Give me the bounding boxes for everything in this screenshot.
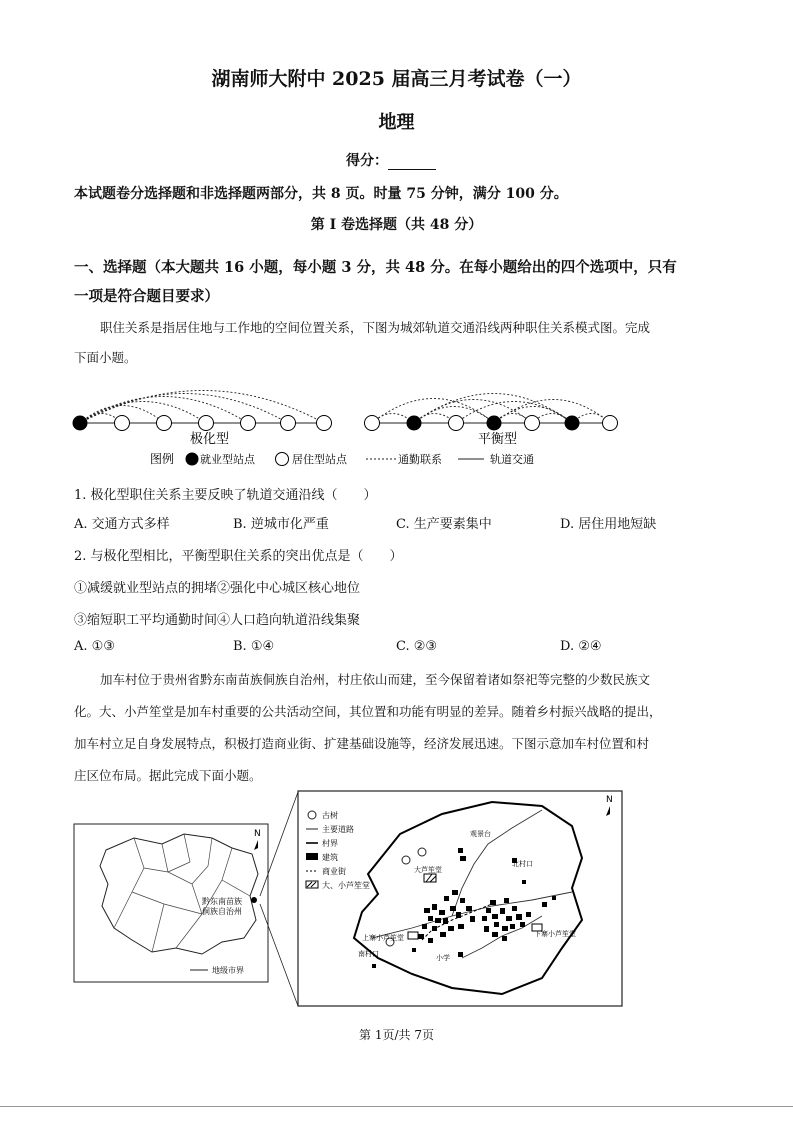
q1-stem: 1. 极化型职住关系主要反映了轨道交通沿线（ ） bbox=[74, 488, 377, 503]
viewing-platform-label: 观景台 bbox=[470, 830, 491, 838]
legend-lusheng-hall: 大、小芦笙堂 bbox=[322, 881, 370, 890]
detail-north-label: N bbox=[606, 795, 613, 805]
home-station bbox=[525, 416, 540, 431]
q1-option-d: D. 居住用地短缺 bbox=[560, 517, 657, 532]
home-station bbox=[603, 416, 618, 431]
q2-option-d: D. ②④ bbox=[560, 639, 602, 654]
passage2-line1: 加车村位于贵州省黔东南苗族侗族自治州，村庄依山而建，至今保留着诸如祭祀等完整的少数民族文 bbox=[100, 672, 651, 687]
legend-home-symbol bbox=[276, 453, 289, 466]
q2-option-b: B. ①④ bbox=[233, 639, 275, 654]
q1-option-c: C. 生产要素集中 bbox=[396, 517, 492, 532]
province-inset bbox=[74, 824, 268, 982]
work-station bbox=[407, 416, 422, 431]
lower-small-hall-label: 下寨小芦笙堂 bbox=[534, 930, 576, 938]
upper-small-lusheng-hall bbox=[408, 932, 418, 939]
building-symbol bbox=[306, 853, 318, 860]
old-tree-icon bbox=[418, 848, 426, 856]
legend-old-tree: 古树 bbox=[322, 811, 338, 820]
legend-commercial-street: 商业街 bbox=[322, 867, 346, 876]
score-field bbox=[346, 150, 436, 170]
boundary-legend-label: 地级市界 bbox=[212, 966, 244, 975]
score-blank bbox=[388, 155, 436, 170]
old-tree-icon bbox=[308, 811, 316, 819]
score-label: 得分： bbox=[346, 153, 388, 169]
q2-option-a: A. ①③ bbox=[74, 639, 115, 654]
legend-village-boundary: 村界 bbox=[322, 839, 338, 848]
section1-heading-line2: 一项是符合题目要求） bbox=[74, 288, 219, 305]
page-title: 湖南师大附中 2025 届高三月考试卷（一） bbox=[211, 68, 582, 90]
q2-statement-line1: ①减缓就业型站点的拥堵②强化中心城区核心地位 bbox=[74, 581, 361, 596]
home-station bbox=[115, 416, 130, 431]
home-station bbox=[281, 416, 296, 431]
q1-option-a: A. 交通方式多样 bbox=[74, 517, 170, 532]
prefecture-label-2: 侗族自治州 bbox=[202, 907, 242, 916]
exam-intro: 本试题卷分选择题和非选择题两部分，共 8 页。时量 75 分钟，满分 100 分。 bbox=[74, 186, 568, 202]
page-bottom-divider bbox=[0, 1106, 793, 1107]
school-label: 小学 bbox=[436, 954, 450, 962]
balanced-label: 平衡型 bbox=[478, 432, 518, 447]
subject-title: 地理 bbox=[378, 112, 415, 133]
home-station bbox=[449, 416, 464, 431]
west-gate-label: 南村口 bbox=[358, 950, 379, 958]
north-gate-label: 北村口 bbox=[512, 860, 533, 868]
legend-building: 建筑 bbox=[322, 853, 338, 862]
passage1-line2: 下面小题。 bbox=[74, 350, 137, 365]
legend-work-symbol bbox=[186, 453, 199, 466]
upper-small-hall-label: 上寨小芦笙堂 bbox=[362, 934, 404, 942]
work-station bbox=[565, 416, 580, 431]
page-footer: 第 1页/共 7页 bbox=[359, 1028, 434, 1042]
legend-title: 图例 bbox=[150, 452, 175, 466]
passage2-line3: 加车村立足自身发展特点，积极打造商业街、扩建基础设施等，经济发展迅速。下图示意加车村位置和村 bbox=[74, 736, 650, 751]
section1-heading-line1: 一、选择题（本大题共 16 小题，每小题 3 分，共 48 分。在每小题给出的四个选项中，只有 bbox=[74, 259, 677, 276]
legend-commute-label: 通勤联系 bbox=[398, 453, 442, 466]
work-station bbox=[487, 416, 502, 431]
legend-work-label: 就业型站点 bbox=[200, 453, 255, 466]
old-tree-icon bbox=[402, 856, 410, 864]
home-station bbox=[157, 416, 172, 431]
commute-model-figure bbox=[66, 366, 636, 472]
home-station bbox=[317, 416, 332, 431]
passage2-line4: 庄区位布局。据此完成下面小题。 bbox=[74, 768, 262, 783]
legend-main-road: 主要道路 bbox=[322, 825, 354, 834]
inset-north-label: N bbox=[254, 829, 261, 839]
part1-heading: 第 I 卷选择题（共 48 分） bbox=[310, 217, 483, 233]
home-station bbox=[199, 416, 214, 431]
prefecture-label: 黔东南苗族 bbox=[202, 897, 242, 906]
q1-option-b: B. 逆城市化严重 bbox=[233, 517, 329, 532]
legend-home-label: 居住型站点 bbox=[292, 453, 347, 466]
home-station bbox=[241, 416, 256, 431]
passage2-line2: 化。大、小芦笙堂是加车村重要的公共活动空间，其位置和功能有明显的差异。随着乡村振兴战略的提出， bbox=[74, 704, 662, 719]
q2-stem: 2. 与极化型相比，平衡型职住关系的突出优点是（ ） bbox=[74, 549, 403, 564]
home-station bbox=[365, 416, 380, 431]
village-detail-map bbox=[298, 791, 622, 1006]
work-station bbox=[73, 416, 88, 431]
q2-statement-line2: ③缩短职工平均通勤时间④人口趋向轨道沿线集聚 bbox=[74, 613, 361, 628]
legend-rail-label: 轨道交通 bbox=[490, 453, 534, 466]
q2-option-c: C. ②③ bbox=[396, 639, 438, 654]
big-lusheng-hall-label: 大芦笙堂 bbox=[414, 866, 442, 874]
village-map-figure bbox=[72, 788, 632, 1010]
village-location-dot bbox=[251, 897, 257, 903]
polarized-label: 极化型 bbox=[190, 432, 230, 447]
commute-arc bbox=[494, 400, 610, 424]
passage1-line1: 职住关系是指居住地与工作地的空间位置关系，下图为城郊轨道交通沿线两种职住关系模式图。完成 bbox=[100, 320, 651, 335]
commute-arc bbox=[456, 402, 572, 424]
commute-arc bbox=[372, 399, 494, 424]
